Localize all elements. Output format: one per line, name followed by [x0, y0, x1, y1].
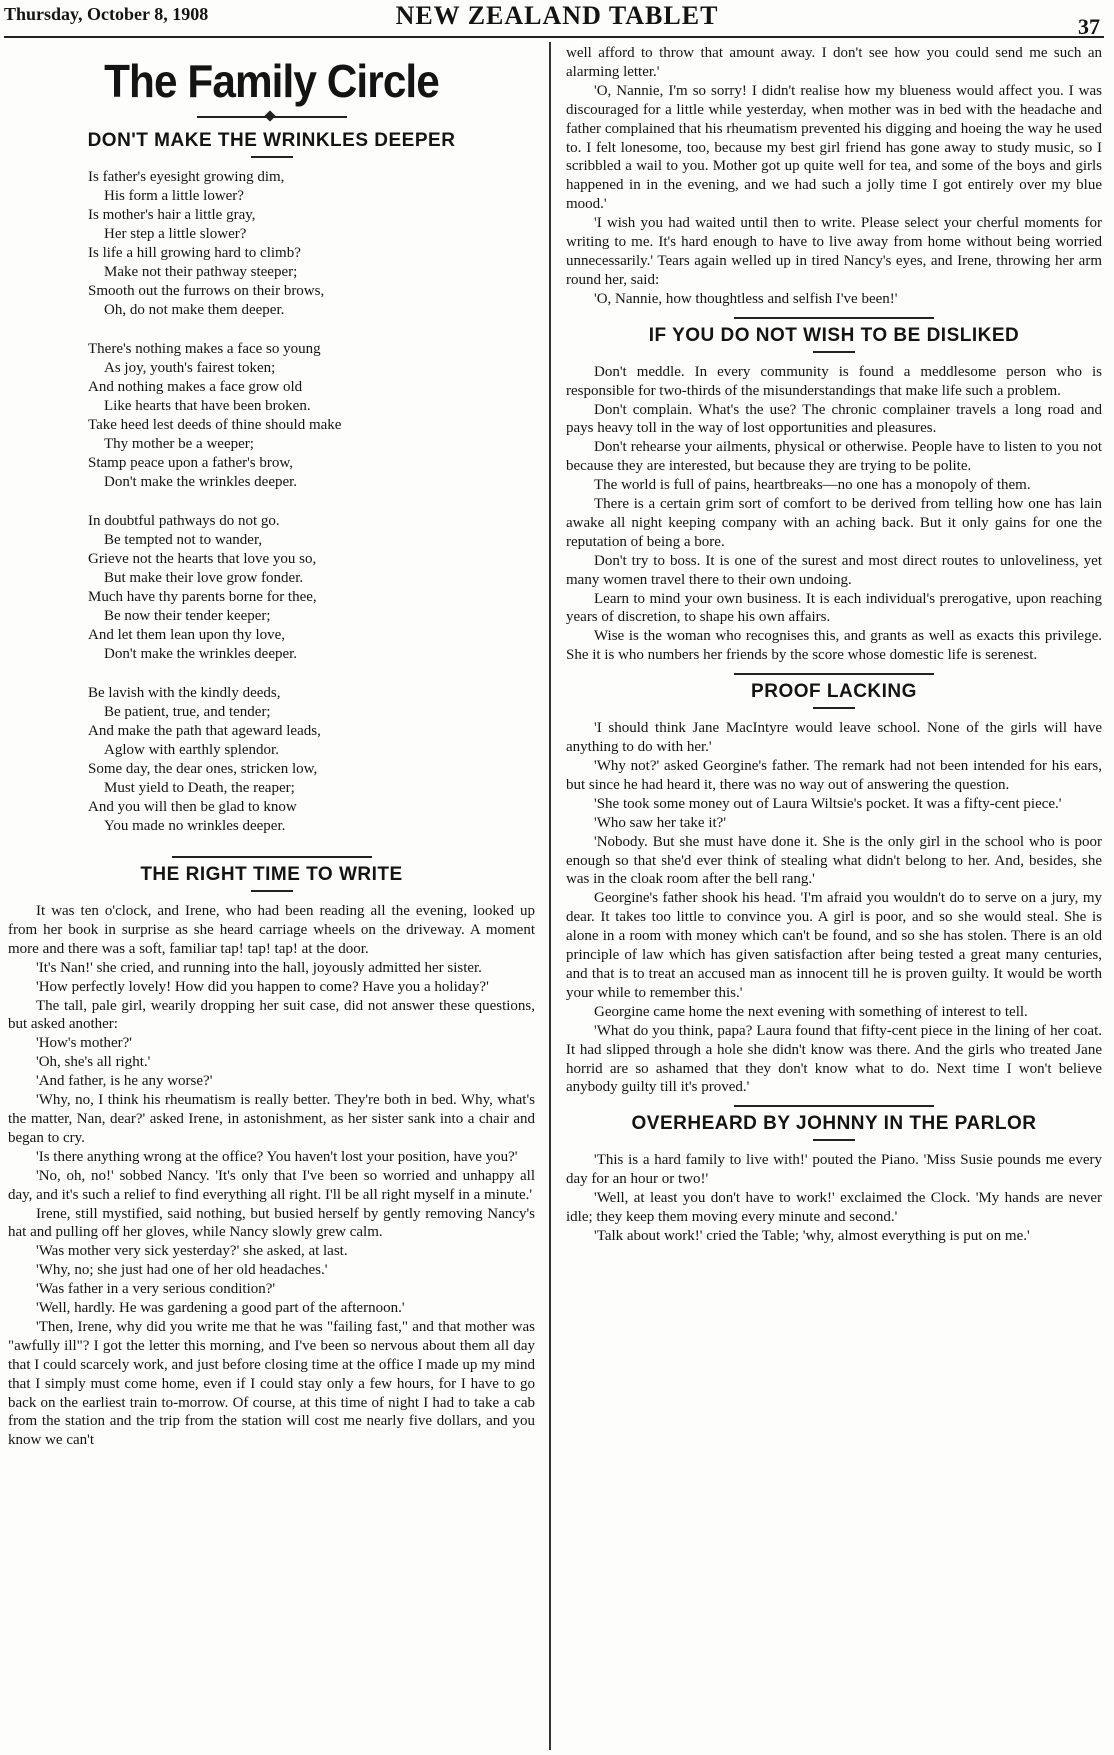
overheard-title: OVERHEARD BY JOHNNY IN THE PARLOR: [631, 1113, 1037, 1135]
story-continuation: [566, 44, 1102, 309]
paragraph: Don't try to boss. It is one of the surest and most direct routes to unloveliness, yet many women travel there to their own undoing.: [566, 552, 1102, 588]
paragraph: 'Nobody. But she must have done it. She is the only girl in the school who is poor enough so that she'd ever think of stealing what didn't belong to her. And, besides, she was in the cloak room after the bell rang.': [566, 833, 1102, 888]
poem-stanza: [88, 684, 535, 836]
poem-line: Oh, do not make them deeper.: [104, 302, 285, 318]
left-column: [8, 44, 535, 1752]
paragraph: Wise is the woman who recognises this, and grants as well as exacts this privilege. She it is who numbers her friends by the score whose domestic life is serenest.: [566, 628, 1102, 664]
paragraph: The tall, pale girl, wearily dropping her suit case, did not answer these questions, but asked another:: [8, 997, 535, 1033]
poem-line: There's nothing makes a face so young: [88, 341, 321, 357]
page-number: 37: [1078, 14, 1100, 39]
poem-line: Aglow with earthly splendor.: [104, 742, 279, 758]
poem-line: And make the path that ageward leads,: [88, 723, 321, 739]
paragraph: 'Well, hardly. He was gardening a good part of the afternoon.': [36, 1300, 405, 1317]
paragraph: 'Why, no; she just had one of her old headaches.': [36, 1262, 328, 1279]
paragraph: 'Why, no, I think his rheumatism is really better. They're both in bed. Why, what's the matter, Nan, dear?' asked Irene, in astonishment, as her sister sank into a chair and began to cry.: [8, 1092, 535, 1146]
poem-line: But make their love grow fonder.: [104, 570, 304, 586]
paragraph: 'And father, is he any worse?': [36, 1073, 213, 1090]
poem-line: Be patient, true, and tender;: [104, 704, 271, 720]
issue-date: Thursday, October 8, 1908: [4, 4, 209, 24]
paragraph: 'Was father in a very serious condition?': [36, 1281, 276, 1298]
poem-line: Stamp peace upon a father's brow,: [88, 455, 293, 471]
paragraph: The world is full of pains, heartbreaks—no one has a monopoly of them.: [594, 477, 1031, 494]
section-divider: [172, 856, 372, 858]
paragraph: 'I should think Jane MacIntyre would leave school. None of the girls will have anything to do with her.': [566, 720, 1102, 756]
poem-line: Must yield to Death, the reaper;: [104, 780, 295, 796]
poem-line: Be tempted not to wander,: [104, 532, 263, 548]
poem: [88, 168, 535, 836]
poem-line: Like hearts that have been broken.: [104, 398, 311, 414]
paragraph: 'Well, at least you don't have to work!' exclaimed the Clock. 'My hands are never idle; they keep them moving every minute and second.': [566, 1190, 1102, 1226]
paragraph: Don't complain. What's the use? The chronic complainer travels a long road and pays heavy toll in the way of lost opportunities and pleasures.: [566, 401, 1102, 437]
title-rule: [251, 890, 293, 892]
paragraph: 'No, oh, no!' sobbed Nancy. 'It's only that I've been so worried and unhappy all day, and it's such a relief to find everything all right. I'll be all right myself in a minute.': [8, 1167, 535, 1203]
poem-line: Some day, the dear ones, stricken low,: [88, 761, 318, 777]
poem-line: Much have thy parents borne for thee,: [88, 589, 317, 605]
paragraph: Georgine came home the next evening with something of interest to tell.: [594, 1003, 1028, 1020]
poem-line: Thy mother be a weeper;: [104, 436, 254, 452]
poem-line: And nothing makes a face grow old: [88, 379, 303, 395]
header-rule: [4, 36, 1104, 38]
right-column: [566, 44, 1102, 1752]
poem-line: Is mother's hair a little gray,: [88, 207, 256, 223]
proof-title: PROOF LACKING: [751, 681, 917, 703]
poem-stanza: [88, 340, 535, 492]
paragraph: 'She took some money out of Laura Wiltsie's pocket. It was a fifty-cent piece.': [594, 795, 1062, 812]
section-divider: [734, 1105, 934, 1107]
paragraph: 'How perfectly lovely! How did you happen to come? Have you a holiday?': [36, 978, 489, 995]
story-title: THE RIGHT TIME TO WRITE: [140, 864, 403, 885]
paragraph: Georgine's father shook his head. 'I'm afraid you wouldn't do to serve on a jury, my dear. It takes too little to convince you. A girl is poor, and so she would steal. She is alone in a room with money which can't be found, and so she has stolen. There is an old principle of law which has given satisfaction after being tested a great many centuries, and that is to treat an accused man as innocent till he is proven guilty. It would be worth your while to remember this.': [566, 890, 1102, 1001]
poem-line: Make not their pathway steeper;: [104, 264, 298, 280]
poem-line: Her step a little slower?: [104, 226, 247, 242]
paragraph: 'Who saw her take it?': [594, 814, 727, 831]
overheard-body: [566, 1151, 1102, 1246]
paragraph: 'Talk about work!' cried the Table; 'why, almost everything is put on me.': [594, 1227, 1030, 1244]
paragraph: 'Was mother very sick yesterday?' she asked, at last.: [36, 1243, 348, 1260]
column-divider: [549, 42, 551, 1750]
paragraph: 'Why not?' asked Georgine's father. The remark had not been intended for his ears, but since he had heard it, there was no way out of answering the question.: [566, 758, 1102, 793]
paragraph: It was ten o'clock, and Irene, who had been reading all the evening, looked up from her book in surprise as she heard carriage wheels on the driveway. A moment more and there was a soft, familiar tap! tap! tap! at the door.: [8, 903, 535, 957]
advice-body: [566, 363, 1102, 666]
poem-line: You made no wrinkles deeper.: [104, 818, 286, 834]
paragraph: 'Then, Irene, why did you write me that he was "failing fast," and that mother was "awfully ill"? I got the letter this morning, and I've been so nervous about them all day that I could scarcely work, and just before closing time at the office I made up my mind that I simply must come home, even if I could stay only a few hours, for I have to go back on the earliest train to-morrow. Of course, at this time of night I had to take a cab from the station and the trip from the station will cost me nearly five dollars, and you know we can't: [8, 1318, 535, 1449]
story-body: [8, 902, 535, 1450]
poem-line: Smooth out the furrows on their brows,: [88, 283, 325, 299]
section-divider: [734, 673, 934, 675]
paragraph: Don't rehearse your ailments, physical or otherwise. People have to listen to you not because they are interested, but because they are trying to be polite.: [566, 439, 1102, 475]
paragraph: 'O, Nannie, how thoughtless and selfish I've been!': [594, 290, 898, 307]
paragraph: 'I wish you had waited until then to write. Please select your cherful moments for writing to me. It's hard enough to have to live away from home without being worried unnecessarily.' Tears again welled up in tired Nancy's eyes, and Irene, throwing her arm round her, said:: [566, 215, 1102, 288]
paragraph: Irene, still mystified, said nothing, but busied herself by gently removing Nancy's hat and pulling off her gloves, while Nancy slowly grew calm.: [8, 1205, 535, 1241]
poem-stanza: [88, 512, 535, 664]
proof-body: [566, 719, 1102, 1097]
title-rule: [813, 351, 855, 353]
poem-line: In doubtful pathways do not go.: [88, 513, 280, 529]
advice-title: IF YOU DO NOT WISH TO BE DISLIKED: [648, 324, 1020, 346]
poem-line: Is life a hill growing hard to climb?: [88, 245, 301, 261]
paragraph: 'How's mother?': [36, 1035, 133, 1052]
poem-stanza: [88, 168, 535, 320]
title-rule: [813, 1139, 855, 1141]
poem-line: Take heed lest deeds of thine should make: [88, 417, 342, 433]
paragraph: Don't meddle. In every community is found a meddlesome person who is responsible for two-thirds of the misunderstandings that make life such a problem.: [566, 363, 1102, 399]
paragraph: 'It's Nan!' she cried, and running into the hall, joyously admitted her sister.: [36, 959, 482, 976]
diamond-ornament-icon: [264, 110, 275, 121]
paragraph: 'What do you think, papa? Laura found that fifty-cent piece in the lining of her coat. It had slipped through a hole she didn't know was there. And the girls who treated Jane horrid are so ashamed that they don't know what to do. Next time I won't believe anybody guilty till it's proved.': [566, 1022, 1102, 1096]
poem-line: Be now their tender keeper;: [104, 608, 271, 624]
section-masthead: The Family Circle: [104, 55, 439, 107]
title-rule: [251, 156, 293, 158]
paragraph: 'Oh, she's all right.': [36, 1054, 151, 1071]
poem-title: DON'T MAKE THE WRINKLES DEEPER: [87, 130, 456, 151]
poem-line: Be lavish with the kindly deeds,: [88, 685, 281, 701]
section-divider: [734, 317, 934, 319]
poem-line: As joy, youth's fairest token;: [104, 360, 276, 376]
paragraph: 'Is there anything wrong at the office? You haven't lost your position, have you?': [36, 1148, 518, 1165]
title-rule: [813, 707, 855, 709]
poem-line: And let them lean upon thy love,: [88, 627, 286, 643]
page-header: [0, 0, 1114, 40]
poem-line: Don't make the wrinkles deeper.: [104, 474, 298, 490]
paragraph: well afford to throw that amount away. I don't see how you could send me such an alarming letter.': [566, 45, 1102, 80]
poem-line: And you will then be glad to know: [88, 799, 297, 815]
newspaper-title: NEW ZEALAND TABLET: [395, 1, 719, 30]
poem-line: Grieve not the hearts that love you so,: [88, 551, 317, 567]
ornament-rule: [197, 112, 347, 122]
paragraph: 'This is a hard family to live with!' pouted the Piano. 'Miss Susie pounds me every day for an hour or two!': [566, 1152, 1102, 1188]
paragraph: Learn to mind your own business. It is each individual's prerogative, upon reaching years of discretion, to shape his own affairs.: [566, 590, 1102, 626]
poem-line: Don't make the wrinkles deeper.: [104, 646, 298, 662]
paragraph: There is a certain grim sort of comfort to be derived from telling how one has lain awake all night keeping company with an aching back. But it only gains for one the reputation of being a bore.: [566, 496, 1102, 550]
poem-line: Is father's eyesight growing dim,: [88, 169, 285, 185]
poem-line: His form a little lower?: [104, 188, 244, 204]
paragraph: 'O, Nannie, I'm so sorry! I didn't realise how my blueness would affect you. I was discouraged for a little while yesterday, when mother was in bed with the headache and father complained that his rheumatism prevented his digging and hoeing the way he used to. I felt lonesome, too, because my best girl friend has gone away to study music, so I scribbled a wail to you. Mother got up quite well for tea, and some of the boys and girls happened in in the evening, and we had such a jolly time I got entirely over my blue mood.': [566, 82, 1102, 213]
